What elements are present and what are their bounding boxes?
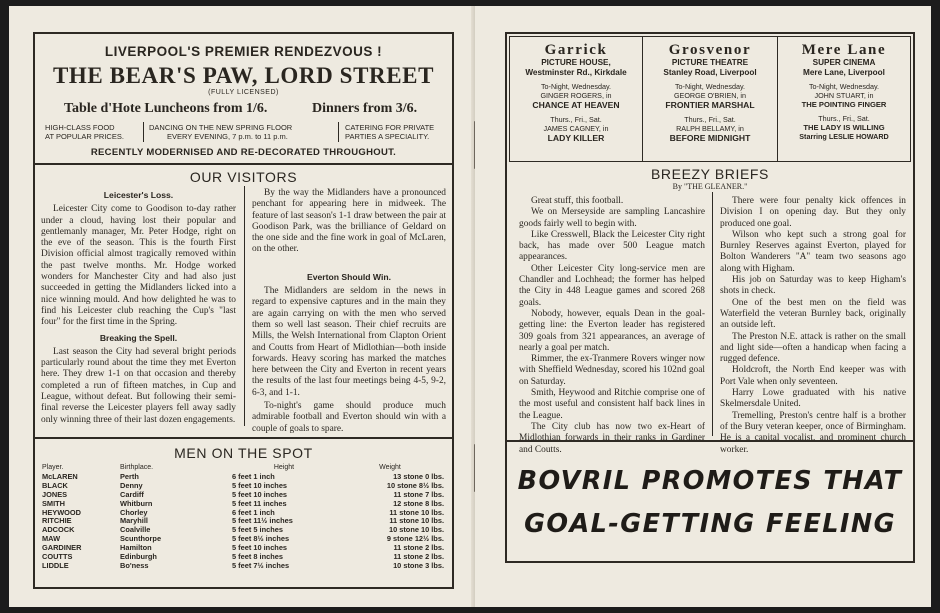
cell-player: GARDINER bbox=[42, 543, 82, 553]
brief-paragraph: His job on Saturday was to keep Higham's shots in check. bbox=[720, 275, 906, 297]
brief-paragraph: Other Leicester City long-service men are Chandler and Lochhead; the former has helped the City in 448 League games and scored 268 goals. bbox=[519, 263, 705, 308]
column-header: Weight bbox=[379, 464, 401, 471]
feature-divider bbox=[338, 122, 339, 142]
film-title: FRONTIER MARSHAL bbox=[665, 100, 755, 110]
brief-paragraph: Like Cresswell, Black the Leicester City right back, has made over 500 League match appearances. bbox=[519, 229, 705, 263]
feature-catering: CATERING FOR PRIVATE PARTIES A SPECIALITY. bbox=[345, 123, 435, 141]
paragraph: The Midlanders are seldom in the news in regard to expensive captures and in the main they are again carrying on with the men who served them so well last season. Their chief recruits are Mills, the Welsh International from Clapton Orient and Coutts from Heart of Midlothian—both inside forwards. Heavy scoring has marked the matches here between the City and Everton in recent years the results of the last four meetings being 4-5, 9-2, 6-3, and 1-1. bbox=[252, 286, 446, 398]
paragraph: By the way the Midlanders have a pronounced penchant for appearing here in midweek. The feature of last season's 1-1 draw between the pair at Goodison Park, was the brilliance of Geldard on the one side and the fine work in goal of McLaren, on the other. bbox=[252, 188, 446, 255]
bovril-line-1: BOVRIL PROMOTES THAT bbox=[517, 466, 903, 496]
cell-weight: 11 stone 10 lbs. bbox=[389, 507, 444, 517]
cell-weight: 10 stone 8½ lbs. bbox=[386, 480, 444, 490]
cell-player: COUTTS bbox=[42, 552, 73, 562]
luncheons-price: Table d'Hote Luncheons from 1/6. bbox=[64, 101, 268, 116]
cell-birthplace: Edinburgh bbox=[120, 552, 157, 562]
cell-birthplace: Coalville bbox=[120, 525, 151, 535]
cinema-garrick: Garrick PICTURE HOUSE, Westminster Rd., Kirkdale To-Night, Wednesday. GINGER ROGERS, in CHANCE AT HEAVEN Thurs., Fri., Sat. JAMES CAGNEY, in LADY KILLER bbox=[511, 42, 641, 143]
brief-paragraph: Nobody, however, equals Dean in the goal-getting line: the Everton leader has registered 309 goals from 321 appearances, an average of nearly a goal per match. bbox=[519, 308, 705, 353]
column-divider bbox=[777, 36, 778, 162]
cell-birthplace: Maryhill bbox=[120, 516, 148, 526]
bears-paw-title: THE BEAR'S PAW, LORD STREET bbox=[52, 63, 435, 88]
column-header: Birthplace. bbox=[120, 464, 154, 471]
right-page bbox=[475, 6, 931, 607]
column-divider bbox=[244, 186, 245, 426]
column-header: Player. bbox=[42, 464, 64, 471]
cell-height: 5 feet 10 inches bbox=[232, 489, 288, 499]
paragraph: To-night's game should produce much admirable football and Everton should win with a couple of goals to spare. bbox=[252, 401, 446, 434]
bears-paw-footer: RECENTLY MODERNISED AND RE-DECORATED THROUGHOUT. bbox=[90, 147, 397, 158]
cell-player: McLAREN bbox=[42, 471, 78, 481]
brief-paragraph: Rimmer, the ex-Tranmere Rovers winger now with Sheffield Wednesday, scored his 102nd goal on Saturday. bbox=[519, 354, 705, 387]
cell-weight: 11 stone 7 lbs. bbox=[393, 489, 444, 499]
cell-birthplace: Chorley bbox=[120, 507, 148, 517]
brief-paragraph: The Preston N.E. attack is rather on the small and light side—often a handicap when facing a rugged defence. bbox=[720, 331, 906, 365]
cell-height: 5 feet 8½ inches bbox=[232, 534, 290, 544]
cell-weight: 11 stone 10 lbs. bbox=[389, 516, 444, 526]
cell-weight: 10 stone 10 lbs. bbox=[388, 525, 444, 535]
cell-weight: 12 stone 8 lbs. bbox=[393, 498, 444, 508]
brief-paragraph: Wilson who kept such a strong goal for Burnley Reserves against Everton, played for Bolton Wanderers "A" team two seasons ago along with Higham. bbox=[720, 229, 906, 274]
cell-player: HEYWOOD bbox=[42, 507, 82, 517]
briefs-column-right bbox=[720, 196, 906, 456]
cell-birthplace: Cardiff bbox=[120, 489, 144, 499]
paragraph: Leicester City come to Goodison to-day rather under a cloud, having lost their popular and gentlemanly manager, Mr. Peter Hodge, right on the eve of the season. This is the fourth First Division official almost tragically removed within the past twelve months. Mr. Hodge worked wonders for Manchester City and had also just succeeded in getting the Midlanders licked into a nice winning mould. And how delighted he was to find his Leicester club reaching the Cup's "last four" for the first time in the Spring. bbox=[41, 204, 236, 328]
cinema-mere-lane: Mere Lane SUPER CINEMA Mere Lane, Liverpool To-Night, Wednesday. JOHN STUART, in THE POINTING FINGER Thurs., Fri., Sat. THE LADY IS WILLING Starring LESLIE HOWARD bbox=[779, 42, 909, 141]
cell-weight: 11 stone 2 lbs. bbox=[393, 552, 444, 562]
our-visitors-heading: OUR VISITORS bbox=[189, 169, 298, 185]
bears-paw-tagline: LIVERPOOL'S PREMIER RENDEZVOUS ! bbox=[104, 44, 383, 59]
feature-dancing: DANCING ON THE NEW SPRING FLOOR EVERY EVENING, 7 p.m. to 11 p.m. bbox=[149, 123, 293, 141]
cell-height: 5 feet 10 inches bbox=[232, 480, 288, 490]
bovril-line-2: GOAL-GETTING FEELING bbox=[524, 509, 896, 539]
cell-birthplace: Scunthorpe bbox=[120, 534, 162, 544]
cell-weight: 9 stone 12½ lbs. bbox=[386, 534, 444, 544]
briefs-column-left bbox=[519, 196, 705, 456]
cell-height: 5 feet 7½ inches bbox=[232, 560, 290, 570]
cell-height: 5 feet 10 inches bbox=[232, 543, 288, 553]
cell-birthplace: Bo'ness bbox=[120, 560, 149, 570]
visitors-column-left bbox=[41, 188, 236, 426]
cell-player: BLACK bbox=[42, 480, 68, 490]
cell-birthplace: Whitburn bbox=[120, 498, 153, 508]
film-title: THE POINTING FINGER bbox=[801, 100, 887, 109]
feature-divider bbox=[143, 122, 144, 142]
player-table bbox=[42, 464, 444, 571]
film-title: THE LADY IS WILLING bbox=[803, 123, 885, 132]
section-rule bbox=[33, 437, 454, 439]
men-on-the-spot-heading: MEN ON THE SPOT bbox=[174, 445, 313, 461]
cell-player: LIDDLE bbox=[42, 560, 69, 570]
byline: By "THE GLEANER." bbox=[672, 182, 748, 191]
cell-height: 6 feet 1 inch bbox=[232, 471, 275, 481]
visitors-column-right bbox=[252, 188, 446, 435]
brief-paragraph: Holdcroft, the North End keeper was with Port Vale when only seventeen. bbox=[720, 365, 906, 387]
subhead-breaking-the-spell: Breaking the Spell. bbox=[99, 332, 178, 343]
cell-player: ADCOCK bbox=[42, 525, 75, 535]
subhead-everton-should-win: Everton Should Win. bbox=[307, 271, 391, 282]
brief-paragraph: There were four penalty kick offences in Division I on opening day. But they only produced one goal. bbox=[720, 196, 906, 229]
cell-height: 6 feet 1 inch bbox=[232, 507, 275, 517]
column-divider bbox=[642, 36, 643, 162]
brief-paragraph: Smith, Heywood and Ritchie comprise one of the most useful and consistent half back lines in the League. bbox=[519, 388, 705, 421]
cell-height: 5 feet 11½ inches bbox=[232, 516, 293, 526]
cell-player: SMITH bbox=[42, 498, 65, 508]
column-header: Height bbox=[273, 464, 295, 471]
left-page bbox=[9, 6, 475, 607]
cell-player: RITCHIE bbox=[42, 516, 72, 526]
film-title: LADY KILLER bbox=[547, 133, 605, 143]
section-rule bbox=[33, 163, 454, 165]
programme-spread bbox=[9, 6, 931, 607]
film-title: CHANCE AT HEAVEN bbox=[532, 100, 620, 110]
cell-weight: 11 stone 2 lbs. bbox=[393, 543, 444, 553]
cell-height: 5 feet 8 inches bbox=[232, 552, 283, 562]
cinema-name: Mere Lane bbox=[801, 42, 887, 58]
film-title: BEFORE MIDNIGHT bbox=[669, 133, 751, 143]
column-divider bbox=[712, 192, 713, 436]
cell-weight: 13 stone 0 lbs. bbox=[393, 471, 444, 481]
cinema-name: Garrick bbox=[544, 42, 608, 58]
cell-weight: 10 stone 3 lbs. bbox=[393, 560, 444, 570]
feature-food: HIGH-CLASS FOOD AT POPULAR PRICES. bbox=[45, 123, 124, 141]
paragraph: Last season the City had several bright periods particularly round about the time they met Everton here. They drew 1-1 on that occasion and thereby completed a run of fifteen matches, in Cup and League, without defeat. But following their semi-final reverse the Leicester players fell away sadly only winning three of their last dozen engagements. bbox=[41, 346, 236, 425]
brief-paragraph: Tremelling, Preston's centre half is a brother of the Bury veteran keeper, once of Birmingham. He is a capital vocalist, and prominent church worker. bbox=[720, 410, 906, 455]
brief-paragraph: The City club has now two ex-Heart of Midlothian forwards in their ranks in Gardiner and Coutts. bbox=[519, 421, 705, 455]
cell-player: MAW bbox=[42, 534, 61, 544]
cinema-grosvenor: Grosvenor PICTURE THEATRE Stanley Road, Liverpool To-Night, Wednesday. GEORGE O'BRIEN, in FRONTIER MARSHAL Thurs., Fri., Sat. RALPH BELLAMY, in BEFORE MIDNIGHT bbox=[644, 42, 776, 143]
cell-birthplace: Denny bbox=[120, 480, 143, 490]
cell-birthplace: Hamilton bbox=[120, 543, 152, 553]
table-row bbox=[42, 562, 444, 571]
brief-paragraph: Harry Lowe graduated with his native Skelmersdale United. bbox=[720, 388, 906, 410]
cell-height: 5 feet 5 inches bbox=[232, 525, 283, 535]
subhead-leicesters-loss: Leicester's Loss. bbox=[103, 190, 174, 200]
cinema-name: Grosvenor bbox=[668, 42, 752, 58]
cell-player: JONES bbox=[42, 489, 68, 499]
cell-height: 5 feet 11 inches bbox=[232, 498, 287, 508]
bovril-advert bbox=[507, 442, 913, 560]
breezy-briefs-heading: BREEZY BRIEFS bbox=[650, 166, 770, 182]
brief-paragraph: We on Merseyside are sampling Lancashire goods fairly well to begin with. bbox=[519, 207, 705, 229]
brief-paragraph: One of the best men on the field was Waterfield the veteran Burnley back, originally an outside left. bbox=[720, 297, 906, 331]
bears-paw-licensed: (FULLY LICENSED) bbox=[208, 89, 279, 96]
cell-birthplace: Perth bbox=[120, 471, 139, 481]
dinners-price: Dinners from 3/6. bbox=[312, 101, 418, 116]
brief-paragraph: Great stuff, this football. bbox=[531, 196, 624, 206]
